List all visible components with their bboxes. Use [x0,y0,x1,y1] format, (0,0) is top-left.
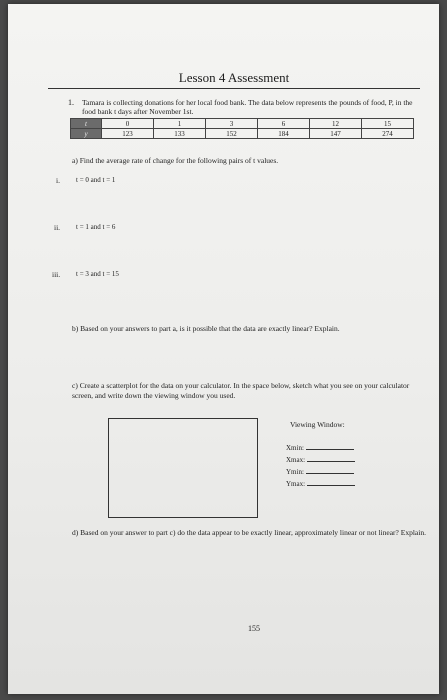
ymin-blank [306,466,354,474]
xmin-label: Xmin: [286,444,304,452]
ymax-blank [307,478,355,486]
t-cell: 6 [258,119,310,129]
item-i-pair: t = 0 and t = 1 [76,176,116,184]
t-cell: 15 [362,119,414,129]
xmin-blank [306,442,354,450]
y-cell: 274 [362,129,414,139]
item-iii-numeral: iii. [52,270,61,279]
ymax-label: Ymax: [286,480,306,488]
xmax-label: Xmax: [286,456,306,464]
ymin-label: Ymin: [286,468,304,476]
t-cell: 1 [154,119,206,129]
question-number: 1. [68,98,74,107]
table-row-t [71,119,414,129]
xmin-row [286,442,354,452]
item-iii-pair: t = 3 and t = 15 [76,270,119,278]
sketch-box [108,418,258,518]
part-a-prompt: a) Find the average rate of change for the following pairs of t values. [72,156,279,165]
y-cell: 133 [154,129,206,139]
data-table [70,118,414,139]
y-cell: 123 [102,129,154,139]
item-ii-pair: t = 1 and t = 6 [76,223,116,231]
viewing-window-title: Viewing Window: [290,420,345,429]
page-number: 155 [248,624,260,633]
table-row-y [71,129,414,139]
xmax-blank [307,454,355,462]
item-ii-numeral: ii. [54,223,61,232]
part-b-prompt: b) Based on your answers to part a, is it possible that the data are exactly linear? Explain. [72,324,340,333]
worksheet-page [8,4,439,694]
y-header: y [71,129,102,139]
y-cell: 152 [206,129,258,139]
t-header: t [71,119,102,129]
part-d-prompt: d) Based on your answer to part c) do the data appear to be exactly linear, approximately linear or not linear? Explain. [72,528,426,537]
ymin-row [286,466,354,476]
item-i-numeral: i. [56,176,60,185]
t-cell: 12 [310,119,362,129]
y-cell: 184 [258,129,310,139]
t-cell: 0 [102,119,154,129]
y-cell: 147 [310,129,362,139]
t-cell: 3 [206,119,258,129]
xmax-row [286,454,355,464]
part-c-prompt: c) Create a scatterplot for the data on your calculator. In the space below, sketch what you see on your calculator screen, and write down the viewing window you used. [72,381,410,400]
page-title: Lesson 4 Assessment [48,70,420,89]
question-text: Tamara is collecting donations for her local food bank. The data below represents the pounds of food, P, in the food bank t days after November 1st. [82,98,413,116]
ymax-row [286,478,355,488]
